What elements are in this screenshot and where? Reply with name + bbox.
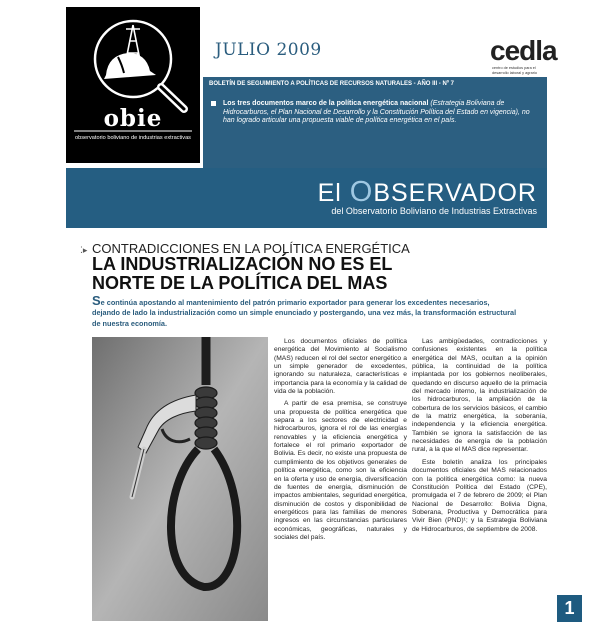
illustration-drawing [92, 337, 268, 621]
col1-paragraph-2: A partir de esa premisa, se construye una propuesta de política energética que separa a los sectores de electricidad e hidrocarburos, ignora el rol de las energías renovables y la eficiencia energética y fortalece el rol primario exportador de Bolivia. Es decir, no existe una propuesta de cumplimiento de los objetivos generales de política energética, como son la eficiencia en la oferta y uso de energía, diversificación de fuentes de energía, disminución de impactos ambientales, seguridad energética, disminución de costos y disponibilidad de energéticos para las familias de menores ingresos en las circunstancias particulares económicas, geográficas, naturales y sociales del país. [274, 400, 407, 541]
bulletin-bar [203, 77, 547, 94]
page-number: 1 [557, 595, 582, 622]
banner-title-pre: El [317, 179, 350, 207]
noose-fuel-nozzle-illustration [92, 337, 268, 621]
summary-italic: (Estrategia Boliviana de Hidrocarburos, el Plan Nacional de Desarrollo y la Constitución Política del Estado en vigencia), no han logrado articular una propuesta viable de política energética en el país. [223, 100, 530, 125]
issue-date: JULIO 2009 [215, 40, 322, 60]
cedla-wordmark: cedla [490, 35, 557, 66]
col2-paragraph-2: Este boletín analiza los principales documentos oficiales del MAS relacionados con la política energética como: la nueva Constitución Política del Estado (CPE), promulgada el 7 de febrero de 2009; el Plan Nacional de Desarrollo: Bolivia Digna, Soberana, Productiva y Democrática para Vivir Bien (PND)¹; y la Estrategia Boliviana de Hidrocarburos, de septiembre de 2008. [412, 458, 547, 533]
banner-title-o: O [349, 176, 374, 208]
col1-paragraph-1: Los documentos oficiales de política energética del Movimiento al Socialismo (MAS) reducen el rol del sector energético a un simple generador de excedentes, ignorando su naturaleza, características e importancia para la economía y la calidad de vida de la población. [274, 338, 407, 396]
kicker-text: CONTRADICCIONES EN LA POLÍTICA ENERGÉTICA [92, 241, 410, 256]
banner-subtitle: del Observatorio Boliviano de Industrias Extractivas [331, 206, 537, 216]
logo-wordmark: obie [103, 105, 163, 132]
article-column-2 [412, 338, 547, 538]
cedla-subtitle: centro de estudios para el desarrollo laboral y agrario [492, 66, 537, 75]
lede-dropcap: S [92, 293, 101, 308]
observador-banner [66, 168, 547, 228]
bulletin-bar-text: BOLETÍN DE SEGUIMIENTO A POLÍTICAS DE RECURSOS NATURALES - AÑO III - Nº 7 [209, 81, 454, 87]
square-bullet-icon [211, 101, 216, 106]
article-lede [92, 293, 517, 329]
col2-paragraph-1: Las ambigüedades, contradicciones y confusiones existentes en la política energética del MAS, ocultan a la opinión pública, la continuidad de la política implantada por los gobiernos neoliberales, quedando en discurso aquello de la primacía del mercado interno, la industrialización de los hidrocarburos, la ampliación de la cobertura de los servicios básicos, el cambio de la matriz energética, la soberanía, independencia y la eficiencia energética. También se ignora la satisfacción de las necesidades de energía de la población rural, a la que el MAS dice representar. [412, 338, 547, 454]
obie-logo [66, 7, 200, 163]
summary-bold: Los tres documentos marco de la política energética nacional [223, 100, 429, 107]
summary-box [203, 94, 547, 168]
banner-title-rest: BSERVADOR [373, 179, 537, 207]
banner-title [318, 176, 537, 209]
dots-bullet-icon: ⁚▸ [80, 245, 88, 255]
article-column-1 [274, 338, 407, 546]
cedla-logo [490, 35, 557, 75]
lede-text: e continúa apostando al mantenimiento del patrón primario exportador para generar los excedentes necesarios, dejando de lado la industrialización como un simple enunciado y postergando, una vez más, la transformación estructural de nuestra economía. [92, 298, 517, 328]
logo-subtitle: observatorio boliviano de industrias extractivas [75, 135, 191, 141]
summary-text [223, 100, 539, 126]
article-headline: LA INDUSTRIALIZACIÓN NO ES EL NORTE DE LA POLÍTICA DEL MAS [92, 254, 393, 293]
